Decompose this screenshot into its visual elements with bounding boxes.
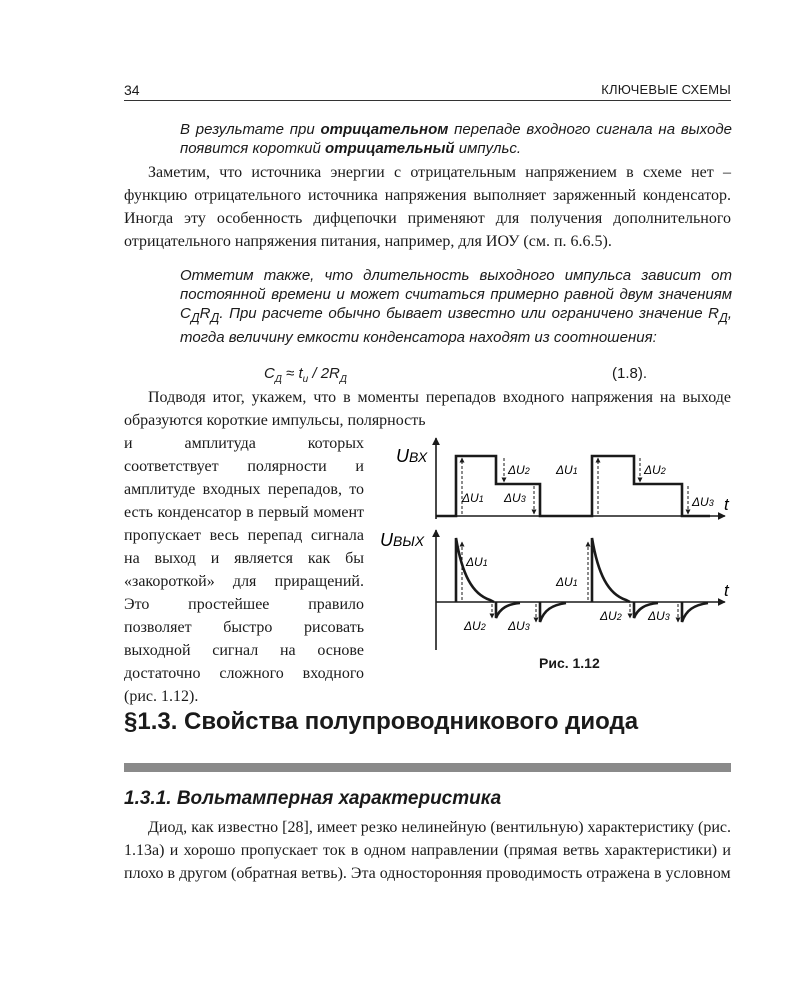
formula-lhs: C (264, 365, 275, 382)
svg-text:ΔU2: ΔU2 (464, 619, 486, 633)
svg-text:ΔU1: ΔU1 (556, 575, 578, 589)
note2-text-b: . При расчете обычно бывает известно или ограничено значение R (219, 305, 720, 322)
note-pulse-duration (180, 266, 732, 347)
input-label: UВХ (396, 446, 428, 466)
input-waveform (436, 456, 710, 516)
formula-rhs-sub: Д (339, 374, 347, 385)
note2-sub-c: Д (719, 311, 728, 325)
note1-text-c: импульс. (454, 140, 522, 157)
paragraph-summary-wrap: и амплитуда которых соответствует полярности и амплитуде входных перепадов, то есть конденсатор в первый момент пропускает весь перепад сигнала на выход и является как бы «закороткой» для приращений. Это простейшее правило позволяет быстро рисовать выходной сигнал на основе достаточно сложного входного (рис. 1.12). (124, 435, 364, 705)
svg-text:ΔU3: ΔU3 (692, 495, 714, 509)
note2-text-a: Отметим также, что длительность выходного импульса зависит от постоянной времени и может считаться примерно равной двум значениям C (180, 267, 732, 322)
note2-text-c: , тогда величину емкости конденсатора находят из соотношения: (180, 305, 732, 346)
subsection-heading: 1.3.1. Вольтамперная характеристика (124, 788, 502, 809)
svg-text:ΔU1: ΔU1 (556, 463, 578, 477)
running-title: КЛЮЧЕВЫЕ СХЕМЫ (601, 82, 731, 97)
output-t-label: t (724, 581, 729, 600)
paragraph-summary: Подводя итог, укажем, что в моменты перепадов входного напряжения на выходе образуются короткие импульсы, полярность (124, 389, 731, 429)
output-delta-labels (463, 555, 670, 633)
note2-sub-b: Д (210, 311, 220, 325)
note1-bold-b: отрицательный (325, 140, 455, 157)
page-number: 34 (124, 82, 140, 98)
svg-text:ΔU3: ΔU3 (648, 609, 670, 623)
paragraph-diode: Диод, как известно [28], имеет резко нелинейную (вентильную) характеристику (рис. 1.13а) и хорошо пропускает ток в одном направлении (прямая ветвь характеристики) и плохо в другом (обратная ветвь). Эта односторонняя проводимость отражена в условном (124, 819, 731, 882)
input-delta-labels (461, 463, 714, 509)
svg-text:ΔU2: ΔU2 (600, 609, 622, 623)
input-t-label: t (724, 495, 729, 514)
formula-op: ≈ t (281, 365, 303, 382)
note-negative-pulse (180, 120, 732, 158)
formula-1-8 (264, 365, 347, 385)
note1-bold-a: отрицательном (320, 121, 449, 138)
svg-text:ΔU3: ΔU3 (508, 619, 530, 633)
svg-text:ΔU2: ΔU2 (508, 463, 530, 477)
formula-rhs: / 2R (308, 365, 340, 382)
svg-text:ΔU1: ΔU1 (462, 491, 484, 505)
section-heading: §1.3. Свойства полупроводникового диода (124, 708, 639, 735)
output-label: UВЫХ (380, 530, 425, 550)
note1-text-b: перепаде входного сигнала на выходе появится короткий (180, 121, 732, 157)
note1-text-a: В результате при (180, 121, 321, 138)
svg-text:ΔU2: ΔU2 (644, 463, 666, 477)
formula-t-sub: и (302, 374, 309, 385)
paragraph-capacitor: Заметим, что источника энергии с отрицательным напряжением в схеме нет – функцию отрицательного источника напряжения выполняет заряженный конденсатор. Иногда эту особенность дифцепочки применяют для получения дополнительного отрицательного напряжения питания, например, для ИОУ (см. п. 6.6.5). (124, 164, 731, 250)
figure-caption: Рис. 1.12 (539, 655, 600, 671)
waveform-figure (370, 434, 730, 654)
header-rule (124, 100, 731, 101)
svg-text:ΔU3: ΔU3 (504, 491, 526, 505)
section-rule (124, 763, 731, 772)
formula-lhs-sub: Д (274, 374, 282, 385)
svg-text:ΔU1: ΔU1 (466, 555, 488, 569)
note2-sub-a: Д (190, 311, 200, 325)
formula-number: (1.8). (612, 365, 648, 382)
note2-text-mid: R (199, 305, 211, 322)
output-waveform (456, 538, 708, 622)
